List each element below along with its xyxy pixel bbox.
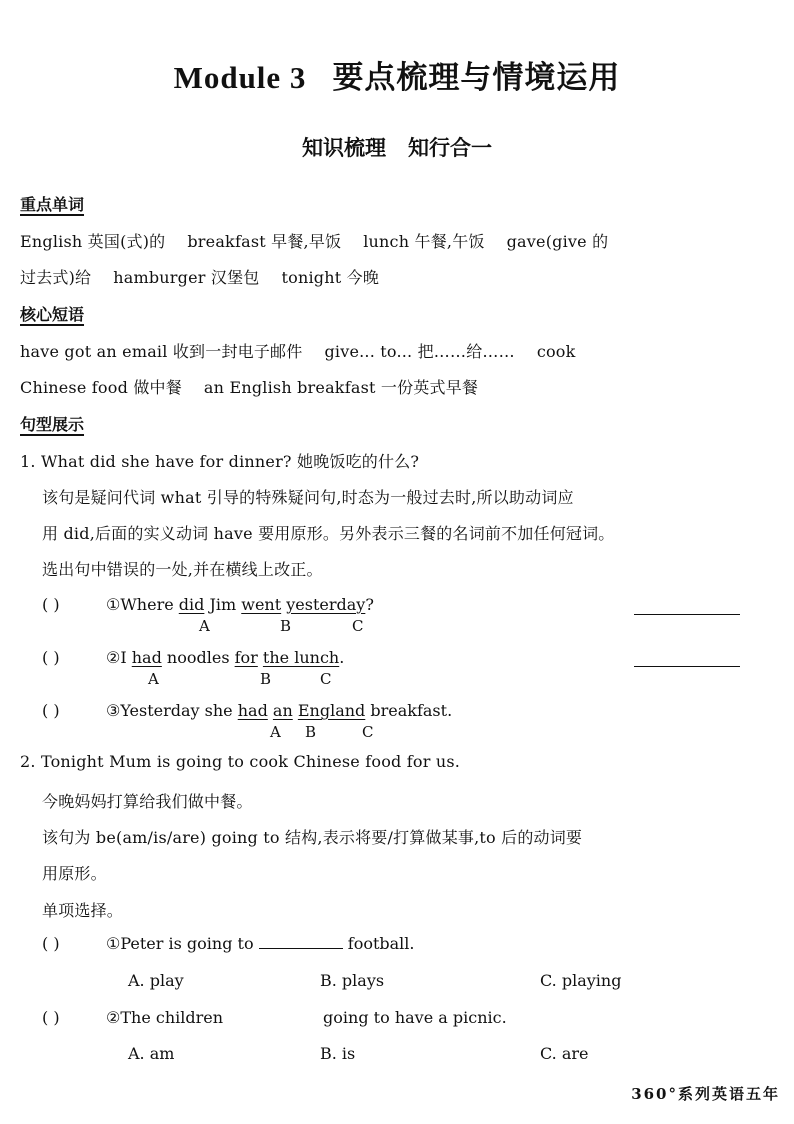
phrase-email: have got an email 收到一封电子邮件 [20,342,303,361]
answer-line-2[interactable] [634,666,740,667]
q2-translation: 今晚妈妈打算给我们做中餐。 [42,792,253,811]
q1-head: 1. What did she have for dinner? 她晚饭吃的什么? [20,452,420,471]
title-text: 要点梳理与情境运用 [332,60,621,96]
answer-line-1[interactable] [634,614,740,615]
option-c-yesterday: yesterday [286,595,366,614]
letter-c: C [352,617,364,635]
letter-c: C [362,723,374,741]
q1-explain-2: 用 did,后面的实义动词 have 要用原形。另外表示三餐的名词前不加任何冠词。 [42,524,615,543]
text-segment: breakfast. [365,701,453,720]
word-gave: gave(give 的 [506,232,609,251]
word-english: English 英国(式)的 [20,232,166,251]
q2-item-2 [42,1008,507,1027]
q1-explain-1: 该句是疑问代词 what 引导的特殊疑问句,时态为一般过去时,所以助动词应 [42,488,574,507]
q2-item-2-option-c[interactable]: C. are [540,1044,589,1063]
text-segment: going to have a picnic. [323,1008,507,1027]
item-number: ③ [106,701,121,720]
letter-b: B [280,617,292,635]
heading-key-words: 重点单词 [20,195,85,214]
phrase-cook: cook [536,342,576,361]
word-breakfast: breakfast 早餐,早饭 [187,232,342,251]
words-line-1 [20,229,608,252]
phrases-line-2 [20,375,478,398]
phrase-give-to: give... to... 把……给…… [324,342,515,361]
text-segment: Jim [204,595,242,614]
text-segment: Where [120,595,179,614]
answer-paren[interactable]: ( ) [42,1008,60,1027]
item-number: ① [106,595,121,614]
answer-paren[interactable]: ( ) [42,701,60,720]
q2-item-2-option-b[interactable]: B. is [320,1044,356,1063]
option-b-an: an [272,701,293,720]
q1-explain-3: 选出句中错误的一处,并在横线上改正。 [42,560,323,579]
option-b-for: for [234,648,258,667]
letter-c: C [320,670,332,688]
phrases-line-1 [20,339,576,362]
subtitle-a: 知识梳理 [302,135,386,160]
text-segment: I [120,648,132,667]
phrase-english-breakfast: an English breakfast 一份英式早餐 [203,378,479,397]
text-segment: . [339,648,345,667]
letter-b: B [260,670,272,688]
word-tonight: tonight 今晚 [281,268,380,287]
item-number: ② [106,648,121,667]
page-footer: 360°系列英语五年 [631,1085,780,1103]
q2-item-1-option-b[interactable]: B. plays [320,971,385,990]
text-segment: football. [347,934,415,953]
option-c-england: England [297,701,366,720]
option-c-the-lunch: the lunch [262,648,340,667]
q2-item-2-option-a[interactable]: A. am [128,1044,175,1063]
letter-a: A [148,670,159,688]
item-number: ① [106,934,121,953]
option-a-had: had [131,648,162,667]
q1-item-1 [42,595,374,614]
answer-paren[interactable]: ( ) [42,595,60,614]
option-b-went: went [241,595,282,614]
words-line-2 [20,265,379,288]
fill-blank[interactable] [259,934,343,949]
item-number: ② [106,1008,121,1027]
q2-item-1-option-a[interactable]: A. play [128,971,184,990]
section-subtitle [0,132,794,162]
heading-sentence-patterns: 句型展示 [20,415,85,434]
q2-item-1-option-c[interactable]: C. playing [540,971,622,990]
page-title [0,52,794,97]
word-hamburger: hamburger 汉堡包 [113,268,260,287]
subtitle-b: 知行合一 [408,135,492,160]
word-gave-cont: 过去式)给 [20,268,92,287]
q2-item-1 [42,934,415,953]
q2-explain-2: 用原形。 [42,864,107,883]
q1-item-3 [42,701,452,720]
q2-instruction: 单项选择。 [42,901,124,920]
word-lunch: lunch 午餐,午饭 [363,232,485,251]
text-segment: The children [120,1008,224,1027]
q2-explain-1: 该句为 be(am/is/are) going to 结构,表示将要/打算做某事,to 后的动词要 [42,828,583,847]
option-a-did: did [178,595,205,614]
heading-key-phrases: 核心短语 [20,305,85,324]
module-label: Module 3 [173,60,307,95]
letter-a: A [270,723,281,741]
text-segment: Yesterday she [120,701,238,720]
answer-paren[interactable]: ( ) [42,648,60,667]
q2-head: 2. Tonight Mum is going to cook Chinese food for us. [20,752,461,771]
answer-paren[interactable]: ( ) [42,934,60,953]
letter-b: B [305,723,317,741]
text-segment: Peter is going to [120,934,254,953]
letter-a: A [199,617,210,635]
text-segment: ? [365,595,374,614]
text-segment: noodles [161,648,235,667]
option-a-had: had [237,701,268,720]
q1-item-2 [42,648,344,667]
phrase-chinese-food: Chinese food 做中餐 [20,378,182,397]
